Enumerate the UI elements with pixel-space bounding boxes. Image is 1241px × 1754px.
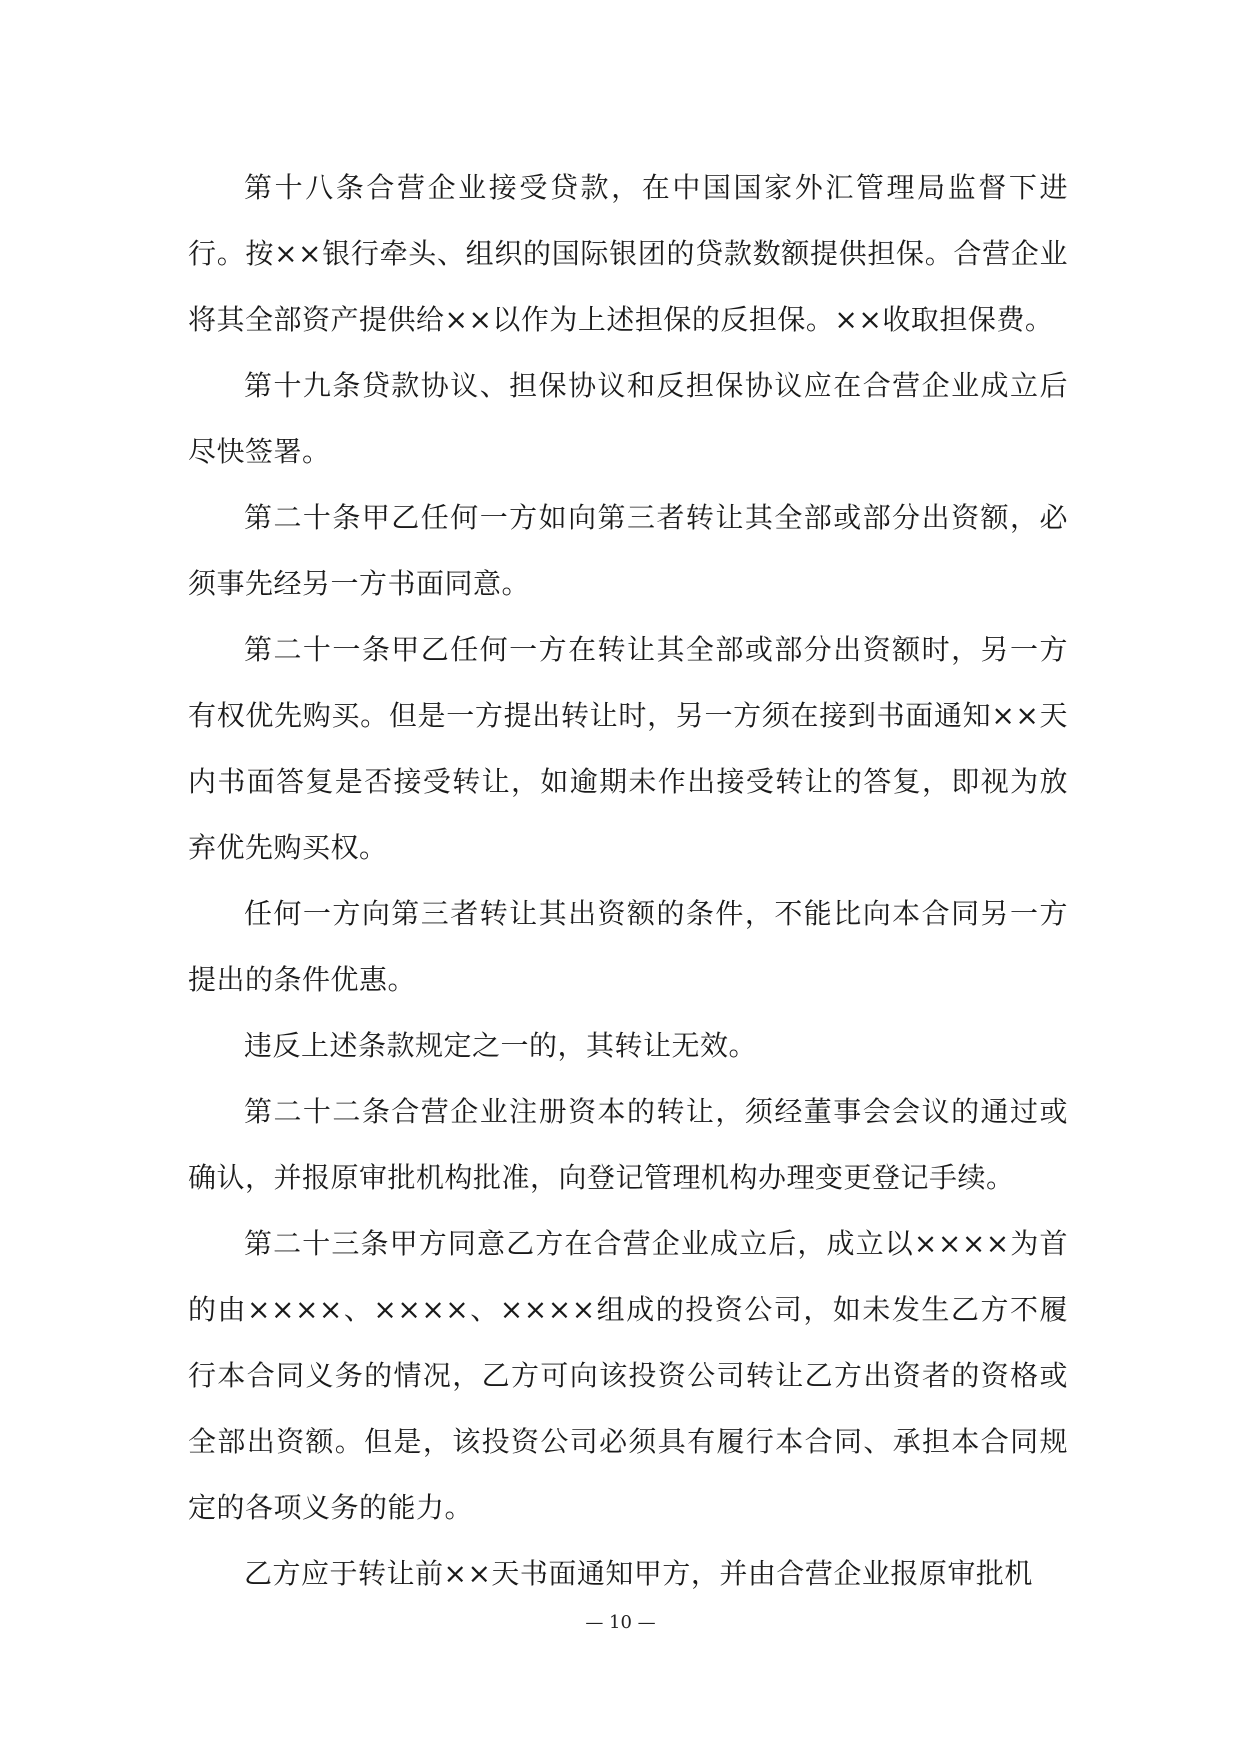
page-number: — 10 — xyxy=(585,1612,656,1633)
article-23-paragraph: 第二十三条甲方同意乙方在合营企业成立后，成立以××××为首的由××××、××××、××××组成的投资公司，如未发生乙方不履行本合同义务的情况，乙方可向该投资公司转让乙方出资者的资格或全部出资额。但是，该投资公司必须具有履行本合同、承担本合同规定的各项义务的能力。 xyxy=(188,1227,1068,1524)
transfer-conditions-paragraph: 任何一方向第三者转让其出资额的条件，不能比向本合同另一方提出的条件优惠。 xyxy=(188,897,1068,996)
article-21-paragraph: 第二十一条甲乙任何一方在转让其全部或部分出资额时，另一方有权优先购买。但是一方提出转让时，另一方须在接到书面通知××天内书面答复是否接受转让，如逾期未作出接受转让的答复，即视为放弃优先购买权。 xyxy=(188,633,1068,864)
party-b-notice-paragraph: 乙方应于转让前××天书面通知甲方，并由合营企业报原审批机 xyxy=(244,1557,1033,1590)
article-19-paragraph: 第十九条贷款协议、担保协议和反担保协议应在合营企业成立后尽快签署。 xyxy=(188,369,1068,468)
transfer-invalid-paragraph: 违反上述条款规定之一的，其转让无效。 xyxy=(244,1029,758,1062)
article-18-paragraph: 第十八条合营企业接受贷款，在中国国家外汇管理局监督下进行。按××银行牵头、组织的国际银团的贷款数额提供担保。合营企业将其全部资产提供给××以作为上述担保的反担保。××收取担保费。 xyxy=(188,171,1068,336)
article-22-paragraph: 第二十二条合营企业注册资本的转让，须经董事会会议的通过或确认，并报原审批机构批准，向登记管理机构办理变更登记手续。 xyxy=(188,1095,1068,1194)
article-20-paragraph: 第二十条甲乙任何一方如向第三者转让其全部或部分出资额，必须事先经另一方书面同意。 xyxy=(188,501,1068,600)
document-body xyxy=(188,155,1068,1607)
